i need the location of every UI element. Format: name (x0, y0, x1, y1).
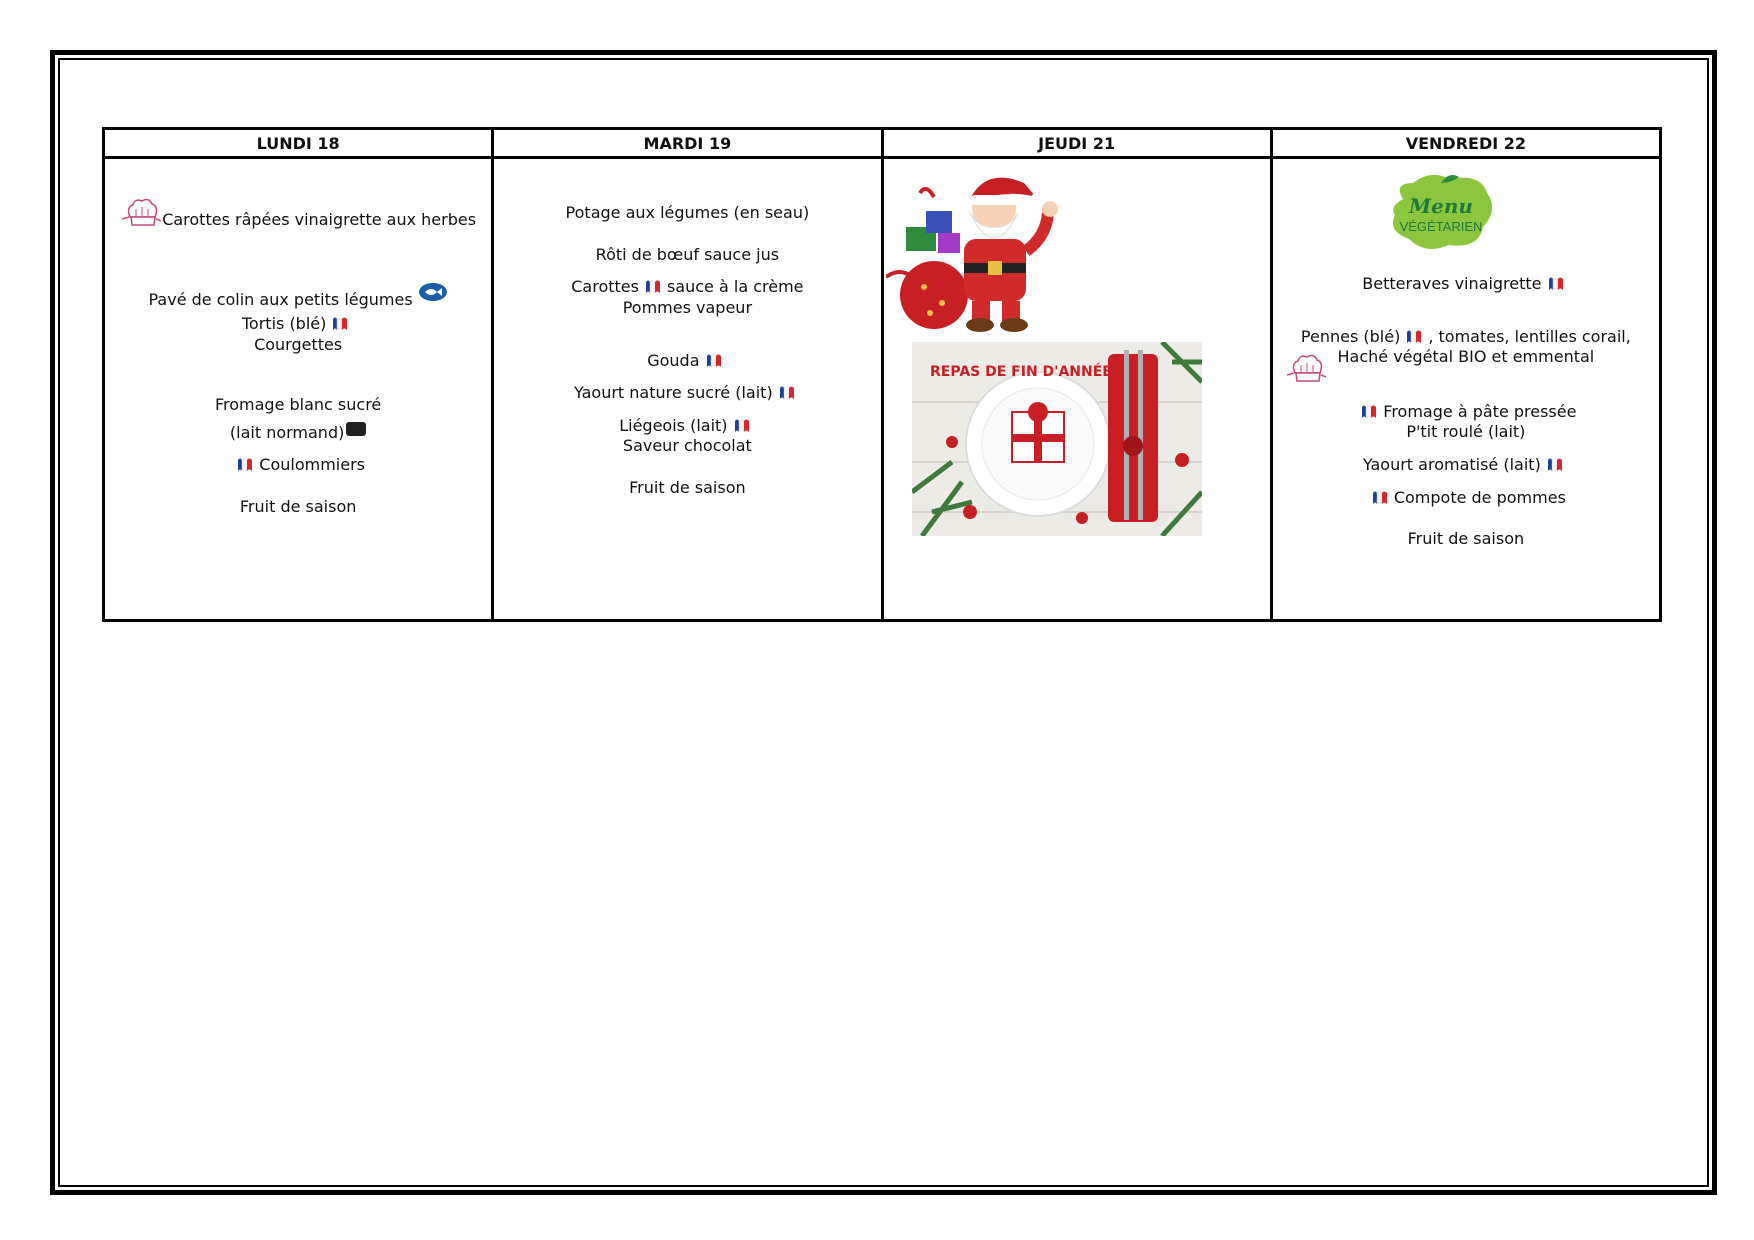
french-origin-flag-icon (1545, 454, 1565, 474)
logo-menu-text: Menu (1408, 194, 1473, 218)
dessert-label: Liégeois (lait) (619, 416, 728, 435)
side-dish-label: Carottes (571, 277, 639, 296)
day-column-mardi (493, 158, 882, 621)
msc-fish-label-icon (418, 281, 448, 303)
menu-item (494, 276, 880, 297)
day-heading-lundi: LUNDI 18 (104, 129, 493, 158)
menu-item (494, 298, 880, 318)
christmas-table-photo (912, 342, 1202, 536)
chef-hat-icon (1285, 351, 1327, 387)
menu-item (105, 422, 491, 443)
main-dish-label: Haché végétal BIO et emmental (1337, 347, 1595, 366)
side-dish-label: sauce à la crème (666, 277, 804, 296)
dessert-label: Fruit de saison (239, 497, 357, 516)
logo-vegetarien-text: VÉGÉTARIEN (1399, 219, 1483, 234)
side-dish-label: Courgettes (254, 335, 343, 354)
menu-item (105, 313, 491, 334)
french-origin-flag-icon (1370, 487, 1390, 507)
french-origin-flag-icon (235, 454, 255, 474)
side-dish-label: Pommes vapeur (622, 298, 753, 317)
menu-item (105, 395, 491, 415)
french-origin-flag-icon (1546, 273, 1566, 293)
french-origin-flag-icon (777, 382, 797, 402)
menu-item (494, 382, 880, 403)
day-column-lundi (104, 158, 493, 621)
dairy-label: (lait normand) (229, 423, 345, 442)
day-heading-vendredi: VENDREDI 22 (1271, 129, 1660, 158)
main-dish-label: Pavé de colin aux petits légumes (148, 290, 413, 309)
dessert-label: Saveur chocolat (622, 436, 752, 455)
cheese-label: Gouda (647, 351, 700, 370)
menu-item (494, 478, 880, 498)
dessert-label: Compote de pommes (1393, 488, 1566, 507)
main-dish-label: , tomates, lentilles corail, (1428, 327, 1631, 346)
french-origin-flag-icon (1359, 401, 1379, 421)
dessert-label: Fruit de saison (1407, 529, 1525, 548)
menu-item (1273, 529, 1659, 549)
side-dish-label: Tortis (blé) (241, 314, 327, 333)
starter-label: Carottes râpées vinaigrette aux herbes (162, 210, 477, 229)
dairy-label: Yaourt aromatisé (lait) (1362, 455, 1541, 474)
menu-item (1273, 326, 1659, 347)
french-origin-flag-icon (732, 415, 752, 435)
banner-text: REPAS DE FIN D'ANNÉE (929, 364, 1112, 380)
french-origin-flag-icon (1404, 326, 1424, 346)
french-origin-flag-icon (704, 350, 724, 370)
main-dish-label: Rôti de bœuf sauce jus (595, 245, 780, 264)
normandy-dairy-badge-icon (346, 422, 366, 436)
santa-claus-illustration (886, 167, 1066, 335)
menu-item (1273, 401, 1659, 422)
french-origin-flag-icon (643, 276, 663, 296)
chef-hat-icon (120, 195, 162, 231)
day-column-vendredi (1271, 158, 1660, 621)
day-heading-mardi: MARDI 19 (493, 129, 882, 158)
menu-item (494, 245, 880, 265)
dairy-label: Fromage blanc sucré (214, 395, 382, 414)
menu-item (105, 281, 491, 310)
cheese-label: Fromage à pâte pressée (1383, 402, 1577, 421)
weekly-menu-table (102, 127, 1662, 622)
starter-label: Potage aux légumes (en seau) (565, 203, 810, 222)
menu-item (494, 203, 880, 223)
menu-item (494, 415, 880, 436)
menu-item (494, 436, 880, 456)
starter-label: Betteraves vinaigrette (1362, 274, 1542, 293)
menu-item (1273, 454, 1659, 475)
menu-item (105, 195, 491, 231)
menu-item (1273, 273, 1659, 294)
menu-item (105, 497, 491, 517)
day-column-jeudi (882, 158, 1271, 621)
menu-item (105, 335, 491, 355)
vegetarian-menu-logo (1383, 169, 1499, 255)
main-dish-label: Pennes (blé) (1300, 327, 1401, 346)
cheese-label: Coulommiers (259, 455, 365, 474)
menu-item (494, 350, 880, 371)
menu-item (105, 454, 491, 475)
cheese-label: P'tit roulé (lait) (1406, 422, 1526, 441)
dairy-label: Yaourt nature sucré (lait) (574, 383, 773, 402)
dessert-label: Fruit de saison (629, 478, 746, 497)
day-heading-jeudi: JEUDI 21 (882, 129, 1271, 158)
menu-item (1273, 347, 1659, 367)
menu-item (1273, 487, 1659, 508)
menu-item (1273, 422, 1659, 442)
french-origin-flag-icon (330, 313, 350, 333)
